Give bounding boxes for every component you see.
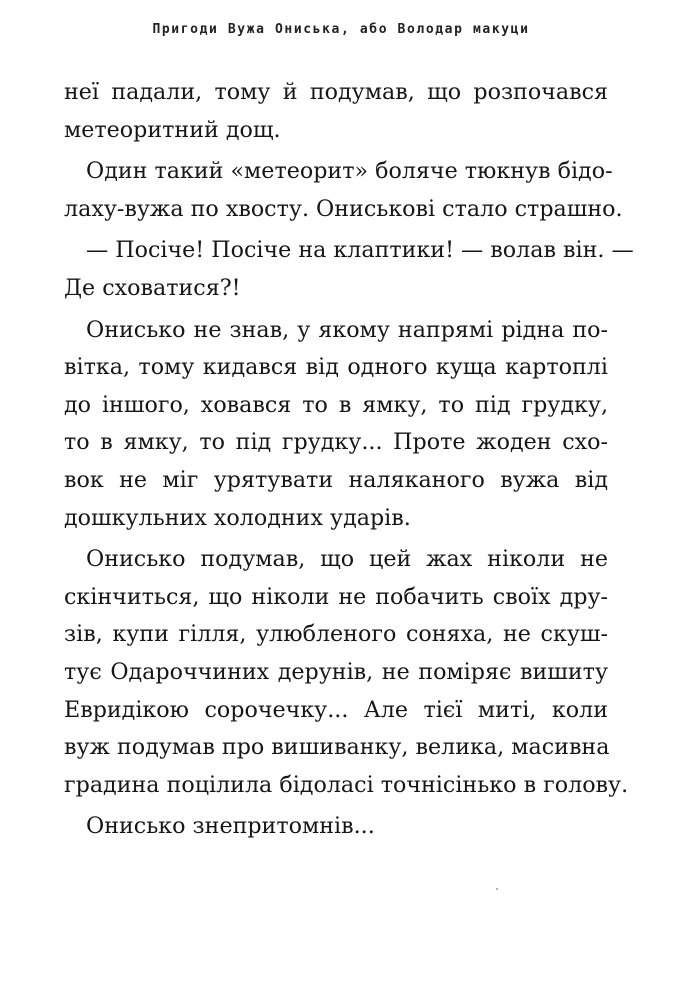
text-line: зів, купи гілля, улюбленого соняха, не скуш- [64,621,608,648]
text-line: градина поцілила бідоласі точнісінько в голову. [64,771,629,798]
paragraph [64,153,623,228]
scan-speck [496,888,498,890]
paragraph [64,808,608,846]
paragraph [64,312,608,538]
text-line: Онисько подумав, що цей жах ніколи не [86,546,608,573]
text-line: неї падали, тому й подумав, що розпочався [64,79,608,105]
text-line: скінчиться, що ніколи не побачить своїх дру- [64,583,608,610]
text-line: вуж подумав про вишиванку, велика, масивна [64,734,610,761]
text-line: лаху-вужа по хвосту. Ониськові стало страшно. [64,195,623,222]
text-line: Онисько знепритомнів... [86,813,375,840]
body-text [64,74,634,846]
paragraph [64,74,608,149]
text-line: метеоритний дощ. [64,116,281,143]
paragraph [64,232,634,307]
paragraph [64,541,629,804]
text-line: тує Одароччиних дерунів, не поміряє вишиту [64,658,608,685]
text-line: Один такий «метеорит» боляче тюкнув бідо- [86,158,613,185]
text-line: то в ямку, то під грудку... Проте жоден схо- [64,429,608,456]
text-line: Де сховатися?! [64,274,241,301]
text-line: вітка, тому кидався від одного куща картоплі [64,354,608,381]
text-line: до іншого, ховався то в ямку, то під грудку, [64,391,608,418]
text-line: дошкульних холодних ударів. [64,504,411,531]
running-head: Пригоди Вужа Ониська, або Володар макуци [152,22,530,37]
text-line: Евридікою сорочечку... Але тієї миті, коли [64,696,608,723]
text-line: Онисько не знав, у якому напрямі рідна по- [86,316,608,343]
text-line: вок не міг урятувати наляканого вужа від [64,466,608,493]
text-line: — Посіче! Посіче на клаптики! — волав він. — [86,237,634,264]
